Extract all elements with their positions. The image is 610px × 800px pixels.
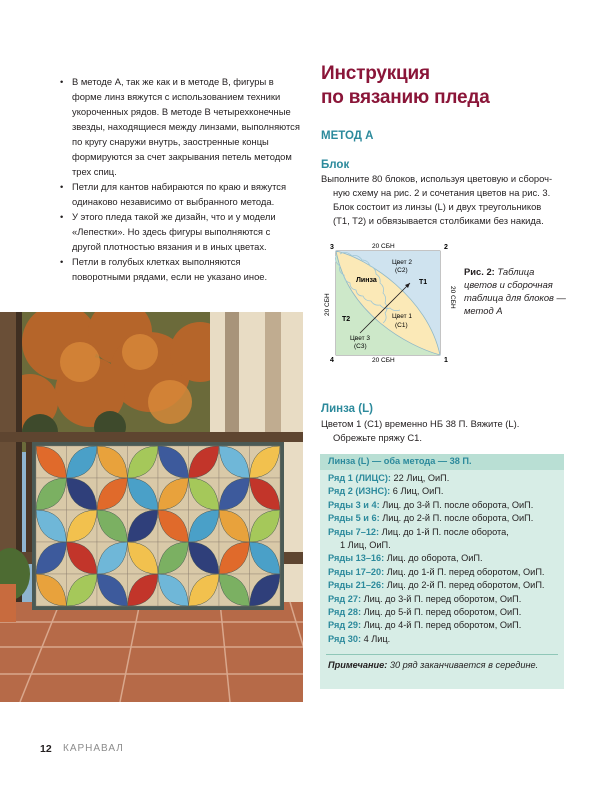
caption-line: Таблица [497,266,535,277]
row-label: Ряды 17–20: [328,566,385,577]
text-line: Цветом 1 (C1) временно НБ 38 П. Вяжите (L). [321,418,520,429]
row-instructions-box [320,454,564,689]
text-line: (T1, T2) и обвязывается столбиками без накида. [333,215,544,226]
lens-instructions [321,417,566,445]
row-text: Лиц. до 1-й П. перед оборотом, ОиП. [384,566,545,577]
caption-line: таблица для блоков — [464,292,566,303]
page-number: 12 [40,743,52,755]
bottom-stitch-count: 20 СБН [372,357,395,364]
row-label: Ряд 2 (ИЗНС): [328,486,391,497]
t1-label: T1 [419,279,428,286]
divider [326,654,558,655]
lens-label: Линза [356,277,377,284]
table-row [328,512,560,525]
color-1-label: Цвет 1 [392,313,412,320]
block-heading: Блок [321,159,350,171]
table-row [328,593,560,606]
method-heading: МЕТОД А [321,130,374,142]
bullet-item: • В методе A, так же как и в методе B, фигуры в форме линз вяжутся с использованием техники укороченных рядов. В методе B четырехконечные звезды, находящиеся между линзами, выполняются по кругу снаружи внутрь, заостренные концы формируются за счет закрывания петель методом трех спиц. [60,74,300,179]
table-row [328,633,560,646]
row-text: 22 Лиц, ОиП. [391,473,450,483]
note-label: Примечание: [328,660,388,670]
intro-bullet-list [60,74,300,284]
row-text: Лиц. до 2-й П. перед оборотом, ОиП. [384,580,545,591]
row-list [328,472,560,646]
title-line: Инструкция [321,63,430,84]
table-row [328,472,560,485]
color-1-code: (C1) [395,322,408,329]
block-instructions [321,172,566,228]
text-line: Блок состоит из линзы (L) и двух треугольников [333,201,542,212]
row-label: Ряд 1 (ЛИЦС): [328,473,391,483]
bullet-item: • Петли для кантов набираются по краю и вяжутся одинаково независимо от выбранного метода. [60,179,300,209]
row-text: Лиц. до оборота, ОиП. [384,553,483,564]
row-text: Лиц. до 2-й П. после оборота, ОиП. [379,513,534,524]
corner-label: 2 [444,244,448,251]
text-line: ную схему на рис. 2 и сочетания цветов на рис. 3. [333,187,551,198]
row-text: Лиц. до 4-й П. перед оборотом, ОиП. [361,620,522,631]
table-row [328,485,560,498]
caption-line: цветов и сборочная [464,279,553,290]
page-title [321,62,581,110]
row-table-header [320,454,564,470]
corner-label: 4 [330,357,334,364]
title-line: по вязанию пледа [321,87,490,108]
caption-label: Рис. 2: [464,266,495,277]
table-row [328,539,560,552]
row-label: Ряд 28: [328,607,362,618]
row-table-title: Линза (L) — оба метода — 38 П. [328,456,472,466]
row-text: Лиц. до 5-й П. перед оборотом, ОиП. [361,607,522,618]
table-row [328,526,560,539]
bullet-item: • Петли в голубых клетках выполняются поворотными рядами, если не указано иное. [60,254,300,284]
row-text: 6 Лиц, ОиП. [390,486,444,497]
t2-label: T2 [342,316,351,323]
row-text: Лиц. до 3-й П. перед оборотом, ОиП. [361,593,522,604]
row-text: Лиц. до 1-й П. после оборота, [379,526,509,537]
color-3-code: (C3) [354,343,367,350]
color-3-label: Цвет 3 [350,335,370,342]
note [328,660,538,670]
right-stitch-count: 20 СБН [449,286,456,309]
row-text: 4 Лиц. [361,633,391,644]
note-text: 30 ряд заканчивается в середине. [387,660,539,670]
corner-label: 3 [330,244,334,251]
text-line: Обрежьте пряжу C1. [333,432,422,443]
row-label: Ряды 3 и 4: [328,499,380,510]
row-label: Ряд 27: [328,593,362,604]
row-text: 1 Лиц, ОиП. [340,540,391,551]
lens-heading: Линза (L) [321,403,373,415]
row-label: Ряд 30: [328,633,362,644]
table-row [328,619,560,632]
row-text: Лиц. до 3-й П. после оборота, ОиП. [379,499,534,510]
bullet-item: • У этого пледа такой же дизайн, что и у модели «Лепестки». Но здесь фигуры выполняются с другой плотностью вязания и в иных цветах. [60,209,300,254]
row-label: Ряды 21–26: [328,580,385,591]
color-2-code: (C2) [395,267,408,274]
running-header: КАРНАВАЛ [63,743,124,754]
color-2-label: Цвет 2 [392,259,412,266]
table-row [328,606,560,619]
block-assembly-diagram [320,238,460,364]
table-row [328,499,560,512]
table-row [328,552,560,565]
caption-line: метод А [464,305,503,316]
left-stitch-count: 20 СБН [324,293,331,316]
row-label: Ряды 13–16: [328,553,385,564]
row-label: Ряды 7–12: [328,526,380,537]
blanket-photo [0,312,303,702]
table-row [328,566,560,579]
row-label: Ряд 29: [328,620,362,631]
corner-label: 1 [444,357,448,364]
table-row [328,579,560,592]
figure-caption [464,265,574,317]
top-stitch-count: 20 СБН [372,243,395,250]
text-line: Выполните 80 блоков, используя цветовую и сбороч- [321,173,553,184]
row-label: Ряды 5 и 6: [328,513,380,524]
